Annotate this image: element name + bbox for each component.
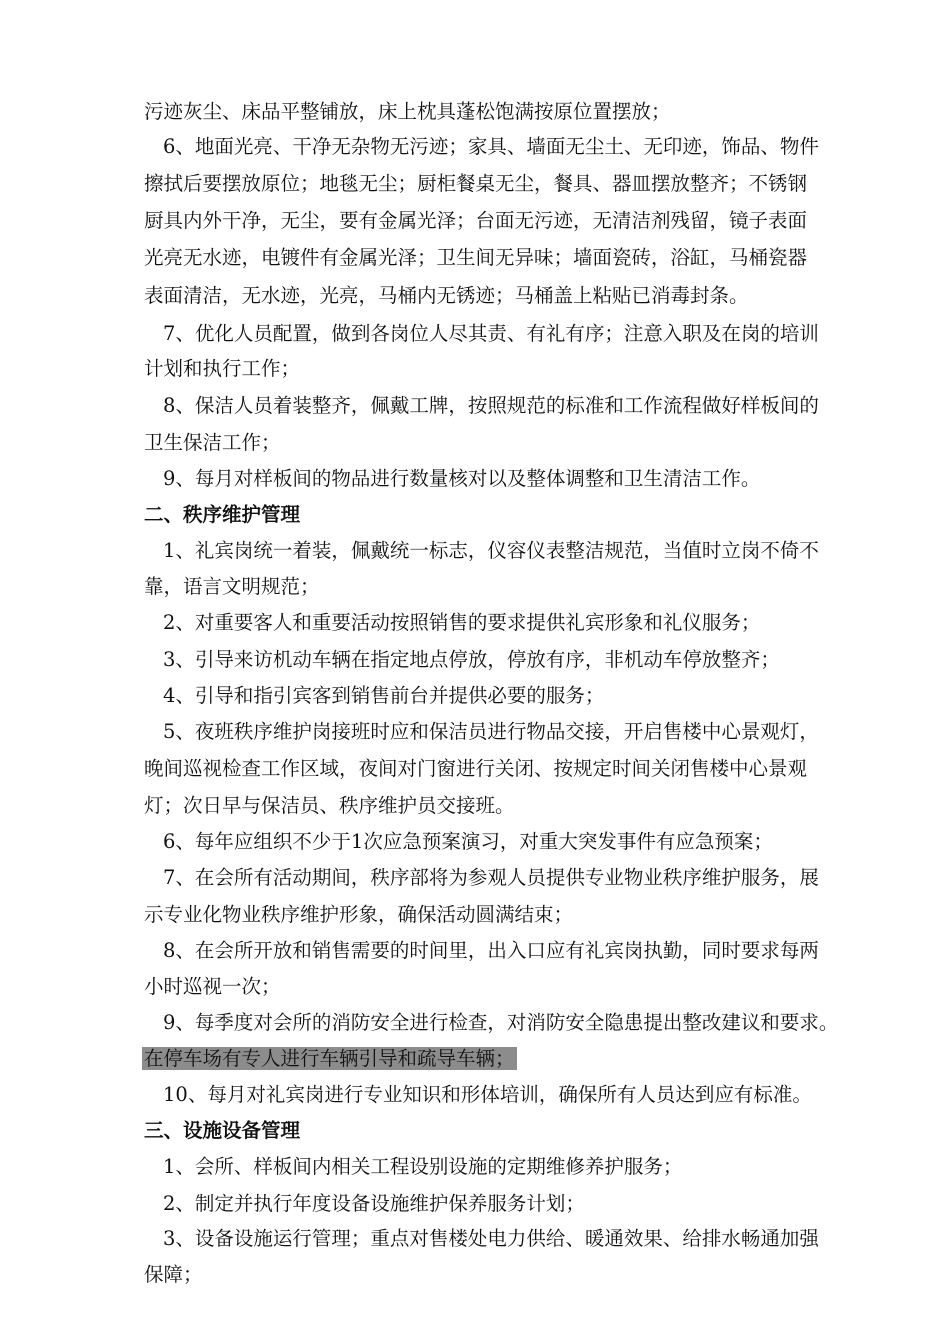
paragraph-line: 晚间巡视检查工作区域，夜间对门窗进行关闭、按规定时间关闭售楼中心景观 xyxy=(144,757,808,780)
list-item-10: 10、每月对礼宾岗进行专业知识和形体培训，确保所有人员达到应有标准。 xyxy=(163,1083,812,1106)
paragraph-line: 小时巡视一次； xyxy=(144,975,281,998)
list-item-6: 6、地面光亮、干净无杂物无污迹；家具、墙面无尘土、无印迹，饰品、物件 xyxy=(163,135,819,158)
paragraph-line: 靠，语言文明规范； xyxy=(144,575,320,598)
paragraph-line: 灯；次日早与保洁员、秩序维护员交接班。 xyxy=(144,794,515,817)
list-item-8: 8、在会所开放和销售需要的时间里，出入口应有礼宾岗执勤，同时要求每两 xyxy=(163,939,819,962)
paragraph-line: 擦拭后要摆放原位；地毯无尘；厨柜餐桌无尘，餐具、器皿摆放整齐；不锈钢 xyxy=(144,172,808,195)
list-item-4: 4、引导和指引宾客到销售前台并提供必要的服务； xyxy=(163,684,605,707)
paragraph-line: 保障； xyxy=(144,1263,203,1286)
list-item-6: 6、每年应组织不少于1次应急预案演习，对重大突发事件有应急预案； xyxy=(163,830,773,853)
list-item-8: 8、保洁人员着装整齐，佩戴工牌，按照规范的标准和工作流程做好样板间的 xyxy=(163,394,819,417)
highlighted-text: 在停车场有专人进行车辆引导和疏导车辆； xyxy=(144,1047,515,1070)
list-item-1: 1、会所、样板间内相关工程设别设施的定期维修养护服务； xyxy=(163,1155,683,1178)
paragraph-line: 卫生保洁工作； xyxy=(144,431,281,454)
paragraph-line: 示专业化物业秩序维护形象，确保活动圆满结束； xyxy=(144,903,574,926)
list-item-9: 9、每月对样板间的物品进行数量核对以及整体调整和卫生清洁工作。 xyxy=(163,467,761,490)
paragraph-line: 计划和执行工作； xyxy=(144,357,301,380)
list-item-2: 2、对重要客人和重要活动按照销售的要求提供礼宾形象和礼仪服务； xyxy=(163,611,761,634)
section-heading-facilities: 三、设施设备管理 xyxy=(144,1119,301,1142)
section-heading-order-maintenance: 二、秩序维护管理 xyxy=(144,503,301,526)
list-item-7: 7、在会所有活动期间，秩序部将为参观人员提供专业物业秩序维护服务，展 xyxy=(163,866,819,889)
list-item-9: 9、每季度对会所的消防安全进行检查，对消防安全隐患提出整改建议和要求。 xyxy=(163,1011,839,1034)
list-item-3: 3、设备设施运行管理；重点对售楼处电力供给、暖通效果、给排水畅通加强 xyxy=(163,1227,819,1250)
paragraph-line: 厨具内外干净，无尘，要有金属光泽；台面无污迹，无清洁剂残留，镜子表面 xyxy=(144,209,808,232)
list-item-1: 1、礼宾岗统一着装，佩戴统一标志，仪容仪表整洁规范，当值时立岗不倚不 xyxy=(163,539,819,562)
highlighted-line xyxy=(142,1047,517,1071)
paragraph-line: 污迹灰尘、床品平整铺放，床上枕具蓬松饱满按原位置摆放； xyxy=(144,100,671,123)
paragraph-line: 表面清洁，无水迹，光亮，马桶内无锈迹；马桶盖上粘贴已消毒封条。 xyxy=(144,284,749,307)
list-item-5: 5、夜班秩序维护岗接班时应和保洁员进行物品交接，开启售楼中心景观灯， xyxy=(163,720,819,743)
paragraph-line: 光亮无水迹，电镀件有金属光泽；卫生间无异味；墙面瓷砖，浴缸，马桶瓷器 xyxy=(144,246,808,269)
list-item-3: 3、引导来访机动车辆在指定地点停放，停放有序，非机动车停放整齐； xyxy=(163,648,780,671)
list-item-7: 7、优化人员配置，做到各岗位人尽其责、有礼有序；注意入职及在岗的培训 xyxy=(163,322,819,345)
list-item-2: 2、制定并执行年度设备设施维护保养服务计划； xyxy=(163,1192,585,1215)
